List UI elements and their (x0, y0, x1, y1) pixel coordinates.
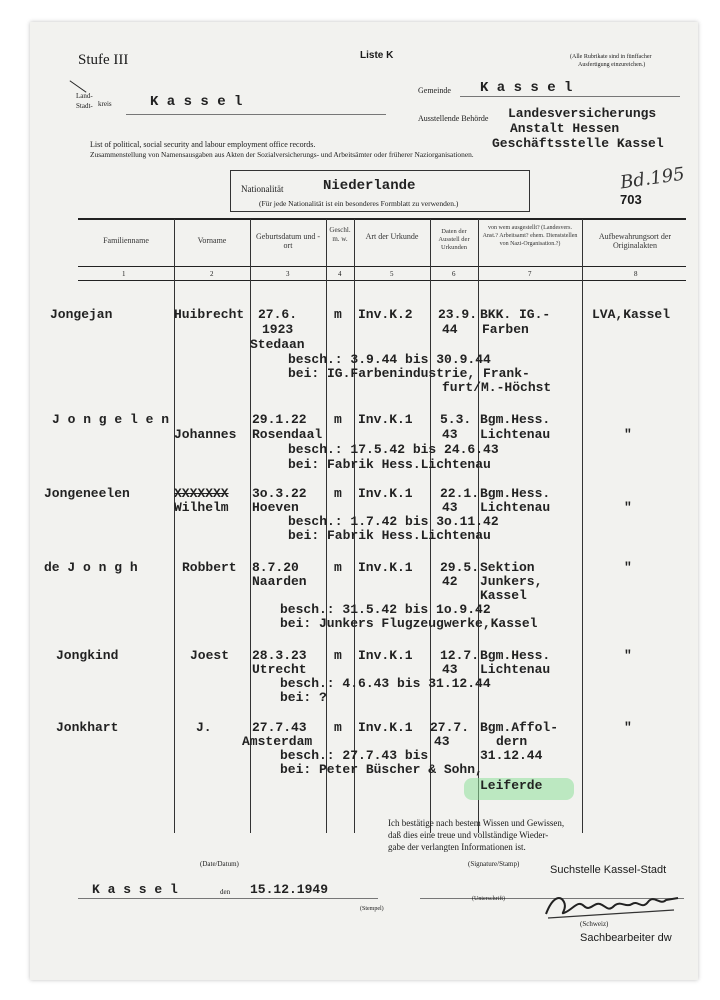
entry-1-birth-1: 27.6. (258, 307, 298, 322)
col-header-6: Daten der Ausstell der Urkunden (438, 228, 470, 251)
entry-4-issuer-3: Kassel (480, 588, 527, 603)
entry-3-date-1: 22.1. (440, 486, 480, 501)
footer-date: 15.12.1949 (250, 882, 329, 897)
entry-4-sex: m (334, 560, 342, 575)
col-num-8: 8 (634, 270, 638, 278)
entry-3-date-2: 43 (442, 500, 458, 515)
entry-1-birth-3: Stedaan (250, 337, 305, 352)
entry-6-bei-2: Leiferde (480, 778, 543, 793)
stempel-label: (Stempel) (360, 906, 384, 912)
signature-label: (Signature/Stamp) (468, 860, 520, 868)
entry-5-surname: Jongkind (56, 648, 119, 663)
strike-mark (70, 80, 87, 92)
col-num-5: 5 (390, 270, 394, 278)
unterschrift-label: (Unterschrift) (472, 896, 505, 902)
entry-2-besch: besch.: 17.5.42 bis 24.6.43 (288, 442, 499, 457)
entry-4-doc: Inv.K.1 (358, 560, 413, 575)
entry-3-birth-1: 3o.3.22 (252, 486, 307, 501)
nationality-box (230, 170, 530, 212)
nationality-note: (Für jede Nationalität ist ein besonderes Formblatt zu verwenden.) (259, 199, 459, 208)
entry-3-doc: Inv.K.1 (358, 486, 413, 501)
entry-1-besch: besch.: 3.9.44 bis 30.9.44 (288, 352, 491, 367)
entry-2-doc: Inv.K.1 (358, 412, 413, 427)
entry-1-sex: m (334, 307, 342, 322)
entry-5-birth-1: 28.3.23 (252, 648, 307, 663)
entry-1-birth-2: 1923 (262, 322, 294, 337)
document-page (30, 22, 698, 980)
entry-6-surname: Jonkhart (56, 720, 119, 735)
entry-3-birth-2: Hoeven (252, 500, 299, 515)
entry-5-firstname: Joest (190, 648, 230, 663)
date-label: (Date/Datum) (200, 860, 239, 868)
entry-6-besch: besch.: 27.7.43 bis (280, 748, 429, 763)
entry-6-sex: m (334, 720, 342, 735)
entry-4-date-2: 42 (442, 574, 458, 589)
entry-1-bei-2: furt/M.-Höchst (442, 380, 552, 395)
form-number: 703 (620, 192, 642, 207)
entry-3-firstname-crossed: XXXXXXX (174, 486, 229, 501)
entry-5-date-1: 12.7. (440, 648, 480, 663)
suchstelle-label: Suchstelle Kassel-Stadt (550, 864, 667, 876)
note-line-2: Ausfertigung einzureichen.) (578, 62, 646, 68)
nationality-value: Niederlande (323, 178, 416, 194)
entry-2-archive: " (624, 427, 632, 442)
entry-1-bei-1: bei: IG.Farbenindustrie, Frank- (288, 366, 530, 381)
col-divider-7 (582, 219, 583, 833)
handwritten-signature (542, 888, 682, 922)
date-underline (78, 898, 378, 899)
nationality-label: Nationalität (241, 184, 284, 194)
entry-6-birth-2: Amsterdam (242, 734, 313, 749)
entry-1-archive: LVA,Kassel (592, 307, 671, 322)
entry-1-issuer-1: BKK. IG.- (480, 307, 551, 322)
entry-5-doc: Inv.K.1 (358, 648, 413, 663)
handwritten-note: Bd.195 (618, 163, 686, 194)
entry-3-bei-1: bei: Fabrik Hess.Lichtenau (288, 528, 491, 543)
col-num-6: 6 (452, 270, 456, 278)
confirm-line-3: gabe der verlangten Informationen ist. (388, 842, 526, 852)
entry-5-date-2: 43 (442, 662, 458, 677)
entry-1-doc: Inv.K.2 (358, 307, 413, 322)
entry-5-archive: " (624, 648, 632, 663)
entry-4-birth-1: 8.7.20 (252, 560, 299, 575)
entry-4-issuer-1: Sektion (480, 560, 535, 575)
entry-2-issuer-2: Lichtenau (480, 427, 551, 442)
schwe-label: (Schweiz) (580, 920, 609, 928)
note-line-1: (Alle Rubrikate sind in fünffacher (570, 54, 652, 60)
entry-3-firstname: Wilhelm (174, 500, 229, 515)
behoerde-line-1: Landesversicherungs (508, 106, 657, 121)
entry-6-issuer-1: Bgm.Affol- (480, 720, 559, 735)
col-num-7: 7 (528, 270, 532, 278)
den-label: den (220, 888, 231, 896)
entry-4-issuer-2: Junkers, (480, 574, 543, 589)
entry-4-archive: " (624, 560, 632, 575)
entry-4-surname: de J o n g h (44, 560, 138, 575)
entry-4-firstname: Robbert (182, 560, 237, 575)
entry-2-birth-1: 29.1.22 (252, 412, 307, 427)
confirm-line-2: daß dies eine treue und vollständige Wieder- (388, 830, 549, 840)
entry-5-issuer-2: Lichtenau (480, 662, 551, 677)
stadt-label: Stadt- (76, 102, 93, 110)
col-header-3: Geburtsdatum und -ort (256, 232, 320, 250)
footer-place: K a s s e l (92, 882, 178, 897)
behoerde-line-3: Geschäftsstelle Kassel (492, 136, 664, 151)
entry-1-firstname: Huibrecht (174, 307, 245, 322)
entry-2-sex: m (334, 412, 342, 427)
sachbearbeiter-label: Sachbearbeiter dw (580, 932, 672, 944)
land-label: Land- (76, 92, 93, 100)
entry-5-birth-2: Utrecht (252, 662, 307, 677)
entry-2-issuer-1: Bgm.Hess. (480, 412, 551, 427)
entry-5-issuer-1: Bgm.Hess. (480, 648, 551, 663)
entry-3-archive: " (624, 500, 632, 515)
number-rule (78, 280, 686, 281)
col-header-8: Aufbewahrungsort der Originalakten (598, 232, 672, 250)
gemeinde-value: K a s s e l (480, 80, 573, 96)
stufe-label: Stufe III (78, 52, 129, 68)
description-en: List of political, social security and labour employment office records. (90, 140, 316, 149)
entry-1-date-2: 44 (442, 322, 458, 337)
col-header-2: Vorname (197, 236, 227, 245)
header-rule (78, 266, 686, 267)
kreis-label: kreis (98, 100, 112, 108)
entry-4-besch: besch.: 31.5.42 bis 1o.9.42 (280, 602, 491, 617)
col-num-1: 1 (122, 270, 126, 278)
confirm-line-1: Ich bestätige nach bestem Wissen und Gewissen, (388, 818, 565, 828)
entry-1-date-1: 23.9. (438, 307, 478, 322)
col-num-4: 4 (338, 270, 342, 278)
col-header-4: Geschl. m. w. (329, 226, 351, 243)
entry-4-bei-1: bei: Junkers Flugzeugwerke,Kassel (280, 616, 538, 631)
entry-2-date-1: 5.3. (440, 412, 472, 427)
gemeinde-label: Gemeinde (418, 86, 451, 95)
entry-2-surname: J o n g e l e n (52, 412, 170, 427)
entry-2-bei-1: bei: Fabrik Hess.Lichtenau (288, 457, 491, 472)
entry-6-issuer-3: 31.12.44 (480, 748, 543, 763)
behoerde-label: Ausstellende Behörde (418, 114, 489, 123)
entry-5-besch: besch.: 4.6.43 bis 31.12.44 (280, 676, 491, 691)
entry-6-date-2: 43 (434, 734, 450, 749)
entry-2-firstname: Johannes (174, 427, 237, 442)
col-num-3: 3 (286, 270, 290, 278)
entry-2-date-2: 43 (442, 427, 458, 442)
entry-3-issuer-2: Lichtenau (480, 500, 551, 515)
col-header-5: Art der Urkunde (365, 232, 419, 241)
kreis-underline (126, 114, 386, 115)
kreis-value: K a s s e l (150, 94, 243, 110)
entry-3-besch: besch.: 1.7.42 bis 3o.11.42 (288, 514, 499, 529)
col-header-7: von wem ausgestellt? (Landesvers. Anst.? Arbeitsamt? ehem. Dienststellen von Nazi-Organisation.?) (482, 225, 578, 247)
entry-6-bei-1: bei: Peter Büscher & Sohn, (280, 762, 483, 777)
entry-4-birth-2: Naarden (252, 574, 307, 589)
entry-3-sex: m (334, 486, 342, 501)
table-top-rule (78, 218, 686, 220)
entry-2-birth-2: Rosendaal (252, 427, 323, 442)
entry-5-bei-1: bei: ? (280, 690, 327, 705)
gemeinde-underline (460, 96, 680, 97)
entry-3-issuer-1: Bgm.Hess. (480, 486, 551, 501)
entry-6-archive: " (624, 720, 632, 735)
liste-label: Liste K (360, 50, 394, 61)
entry-6-birth-1: 27.7.43 (252, 720, 307, 735)
behoerde-line-2: Anstalt Hessen (510, 121, 620, 136)
entry-1-issuer-2: Farben (482, 322, 529, 337)
description-de: Zusammenstellung von Namensausgaben aus Akten der Sozialversicherungs- und Arbeitsämter oder früherer Naziorganisationen. (90, 150, 474, 159)
entry-6-date-1: 27.7. (430, 720, 470, 735)
entry-4-date-1: 29.5. (440, 560, 480, 575)
entry-3-surname: Jongeneelen (44, 486, 130, 501)
entry-5-sex: m (334, 648, 342, 663)
entry-1-surname: Jongejan (50, 307, 113, 322)
col-num-2: 2 (210, 270, 214, 278)
col-header-1: Familienname (103, 236, 149, 245)
entry-6-doc: Inv.K.1 (358, 720, 413, 735)
entry-6-issuer-2: dern (496, 734, 528, 749)
entry-6-firstname: J. (196, 720, 212, 735)
